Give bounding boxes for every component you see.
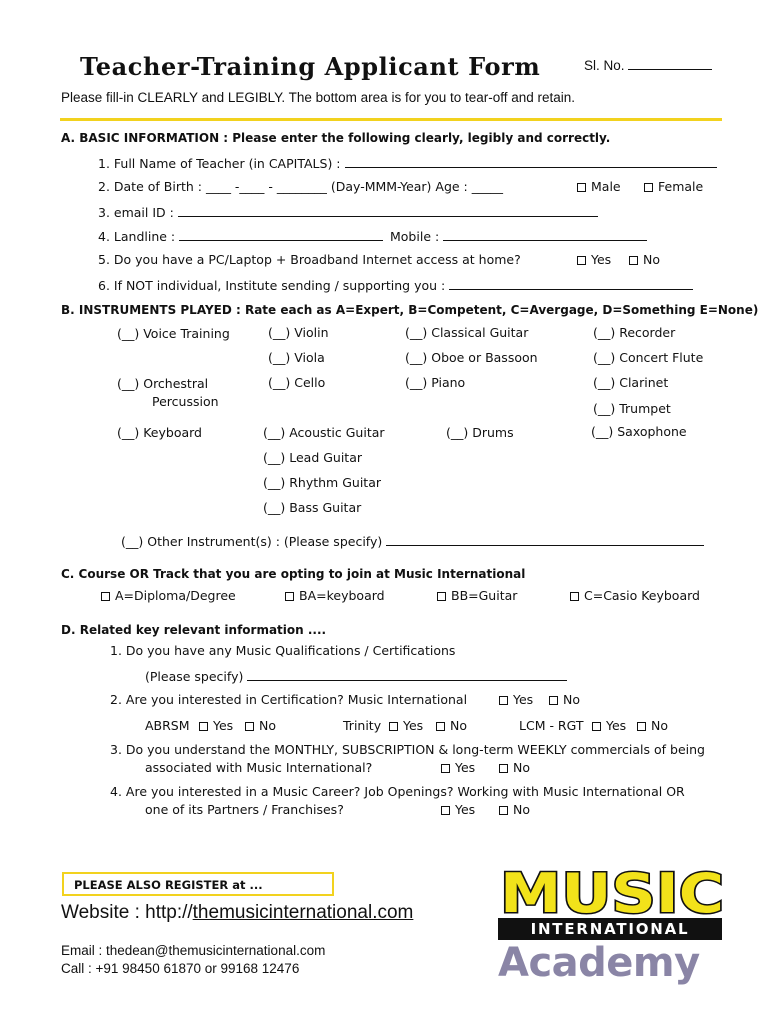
instrument-concert-flute[interactable]: (__) Concert Flute xyxy=(593,350,704,365)
internet-yes-checkbox[interactable] xyxy=(577,256,586,265)
instrument-drums[interactable]: (__) Drums xyxy=(446,425,514,440)
commercials-yes-option[interactable]: Yes xyxy=(441,760,475,775)
instrument-clarinet[interactable]: (__) Clarinet xyxy=(593,375,669,390)
mi-yes-option[interactable]: Yes xyxy=(499,692,533,707)
section-c-heading: C. Course OR Track that you are opting to join at Music International xyxy=(61,567,526,581)
website-label: Website : http:// xyxy=(61,902,193,923)
career-question-line2: one of its Partners / Franchises? xyxy=(145,802,344,817)
instrument-piano[interactable]: (__) Piano xyxy=(405,375,466,390)
instrument-percussion-label: Percussion xyxy=(152,394,219,409)
institute-field[interactable] xyxy=(449,276,693,290)
section-a-heading: A. BASIC INFORMATION : Please enter the following clearly, legibly and correctly. xyxy=(61,131,611,145)
trinity-yes-checkbox[interactable] xyxy=(389,722,398,731)
instrument-saxophone[interactable]: (__) Saxophone xyxy=(591,424,687,439)
instrument-trumpet[interactable]: (__) Trumpet xyxy=(593,401,671,416)
instrument-recorder[interactable]: (__) Recorder xyxy=(593,325,676,340)
full-name-label: 1. Full Name of Teacher (in CAPITALS) : xyxy=(98,154,717,171)
lcm-no-checkbox[interactable] xyxy=(637,722,646,731)
female-option[interactable]: Female xyxy=(644,179,703,194)
trinity-no-option[interactable]: No xyxy=(436,718,467,733)
other-instrument-field[interactable] xyxy=(386,532,704,546)
header-divider xyxy=(60,118,722,121)
internet-no-checkbox[interactable] xyxy=(629,256,638,265)
lcm-yes-checkbox[interactable] xyxy=(592,722,601,731)
career-question-line1: 4. Are you interested in a Music Career? Job Openings? Working with Music International OR xyxy=(110,784,685,799)
instrument-oboe-bassoon[interactable]: (__) Oboe or Bassoon xyxy=(405,350,538,365)
trinity-yes-option[interactable]: Yes xyxy=(389,718,423,733)
abrsm-no-checkbox[interactable] xyxy=(245,722,254,731)
register-box xyxy=(62,872,334,896)
contact-phone: Call : +91 98450 61870 or 99168 12476 xyxy=(61,961,300,976)
instrument-cello[interactable]: (__) Cello xyxy=(268,375,326,390)
abrsm-yes-option[interactable]: Yes xyxy=(199,718,233,733)
lcm-label: LCM - RGT xyxy=(519,718,584,733)
lcm-no-option[interactable]: No xyxy=(637,718,668,733)
abrsm-no-option[interactable]: No xyxy=(245,718,276,733)
academy-logo-text: Academy xyxy=(498,940,700,986)
career-yes-checkbox[interactable] xyxy=(441,806,450,815)
female-checkbox[interactable] xyxy=(644,183,653,192)
trinity-no-checkbox[interactable] xyxy=(436,722,445,731)
full-name-field[interactable] xyxy=(345,154,717,168)
instrument-bass-guitar[interactable]: (__) Bass Guitar xyxy=(263,500,362,515)
commercials-no-checkbox[interactable] xyxy=(499,764,508,773)
landline-label: 4. Landline : xyxy=(98,227,383,244)
mi-no-option[interactable]: No xyxy=(549,692,580,707)
email-label: 3. email ID : xyxy=(98,203,598,220)
dob-age-label[interactable]: 2. Date of Birth : ____ -____ - ________ (Day-MMM-Year) Age : _____ xyxy=(98,179,503,194)
contact-email: Email : thedean@themusicinternational.com xyxy=(61,943,326,958)
internet-question: 5. Do you have a PC/Laptop + Broadband Internet access at home? xyxy=(98,252,521,267)
instrument-rhythm-guitar[interactable]: (__) Rhythm Guitar xyxy=(263,475,381,490)
course-option-guitar[interactable]: BB=Guitar xyxy=(437,588,517,603)
commercials-yes-checkbox[interactable] xyxy=(441,764,450,773)
career-yes-option[interactable]: Yes xyxy=(441,802,475,817)
commercials-no-option[interactable]: No xyxy=(499,760,530,775)
mobile-label: Mobile : xyxy=(390,227,647,244)
casio-checkbox[interactable] xyxy=(570,592,579,601)
qualifications-field[interactable] xyxy=(247,667,567,681)
form-instruction: Please fill-in CLEARLY and LEGIBLY. The bottom area is for you to tear-off and retain. xyxy=(61,90,576,105)
section-d-heading: D. Related key relevant information .... xyxy=(61,623,327,637)
mi-no-checkbox[interactable] xyxy=(549,696,558,705)
commercials-question-line2: associated with Music International? xyxy=(145,760,373,775)
section-b-heading: B. INSTRUMENTS PLAYED : Rate each as A=Expert, B=Competent, C=Avergage, D=Something E=None) xyxy=(61,303,759,317)
instrument-violin[interactable]: (__) Violin xyxy=(268,325,329,340)
mi-yes-checkbox[interactable] xyxy=(499,696,508,705)
serial-number-field[interactable] xyxy=(628,56,712,70)
instrument-keyboard[interactable]: (__) Keyboard xyxy=(117,425,202,440)
mobile-field[interactable] xyxy=(443,227,647,241)
website-line xyxy=(61,902,413,924)
trinity-label: Trinity xyxy=(343,718,382,733)
diploma-checkbox[interactable] xyxy=(101,592,110,601)
internet-yes-option[interactable]: Yes xyxy=(577,252,611,267)
website-link[interactable]: themusicinternational.com xyxy=(192,902,414,923)
instrument-viola[interactable]: (__) Viola xyxy=(268,350,325,365)
lcm-yes-option[interactable]: Yes xyxy=(592,718,626,733)
instrument-orchestral[interactable]: (__) Orchestral xyxy=(117,376,209,391)
other-instrument-label: (__) Other Instrument(s) : (Please specify) xyxy=(121,532,704,549)
course-option-casio[interactable]: C=Casio Keyboard xyxy=(570,588,700,603)
commercials-question-line1: 3. Do you understand the MONTHLY, SUBSCRIPTION & long-term WEEKLY commercials of being xyxy=(110,742,705,757)
career-no-option[interactable]: No xyxy=(499,802,530,817)
male-option[interactable]: Male xyxy=(577,179,621,194)
international-logo-band: INTERNATIONAL xyxy=(498,918,722,940)
career-no-checkbox[interactable] xyxy=(499,806,508,815)
certification-question: 2. Are you interested in Certification? Music International xyxy=(110,692,468,707)
bb-guitar-checkbox[interactable] xyxy=(437,592,446,601)
music-logo-text: MUSIC xyxy=(500,866,724,918)
course-option-keyboard[interactable]: BA=keyboard xyxy=(285,588,385,603)
landline-field[interactable] xyxy=(179,227,383,241)
ba-keyboard-checkbox[interactable] xyxy=(285,592,294,601)
instrument-lead-guitar[interactable]: (__) Lead Guitar xyxy=(263,450,363,465)
abrsm-label: ABRSM xyxy=(145,718,190,733)
male-checkbox[interactable] xyxy=(577,183,586,192)
register-label: PLEASE ALSO REGISTER at ... xyxy=(74,878,263,892)
serial-number-label: Sl. No. xyxy=(584,56,712,73)
email-field[interactable] xyxy=(178,203,598,217)
institute-label: 6. If NOT individual, Institute sending / supporting you : xyxy=(98,276,693,293)
instrument-classical-guitar[interactable]: (__) Classical Guitar xyxy=(405,325,529,340)
music-logo xyxy=(498,866,726,918)
course-option-diploma[interactable]: A=Diploma/Degree xyxy=(101,588,236,603)
form-title: Teacher-Training Applicant Form xyxy=(80,52,541,81)
internet-no-option[interactable]: No xyxy=(629,252,660,267)
qualifications-specify-label: (Please specify) xyxy=(145,667,567,684)
instrument-acoustic-guitar[interactable]: (__) Acoustic Guitar xyxy=(263,425,385,440)
abrsm-yes-checkbox[interactable] xyxy=(199,722,208,731)
instrument-voice-training[interactable]: (__) Voice Training xyxy=(117,326,230,341)
qualifications-question: 1. Do you have any Music Qualifications / Certifications xyxy=(110,643,456,658)
